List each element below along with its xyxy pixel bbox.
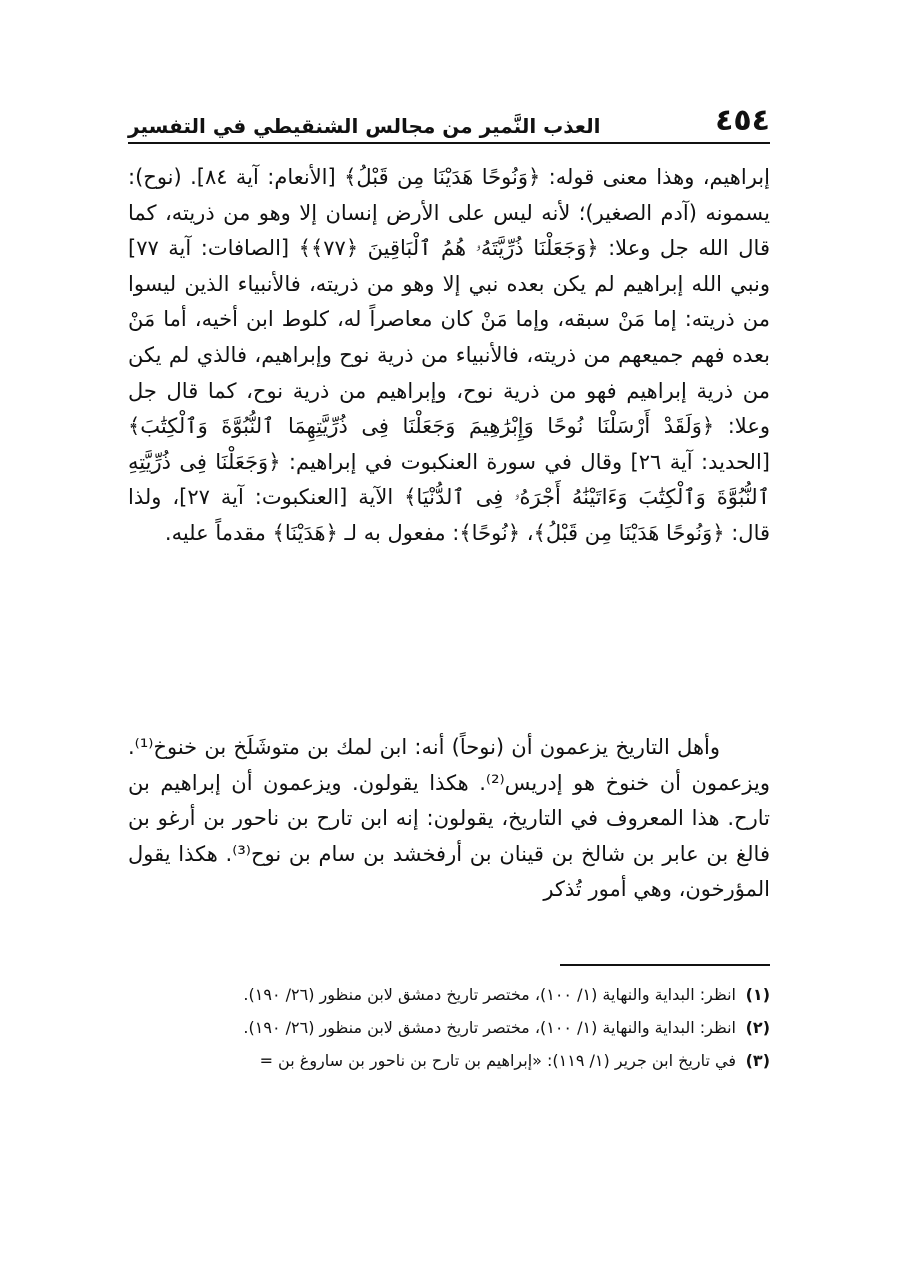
footnote-text: انظر: البداية والنهاية (١/ ١٠٠)، مختصر تاريخ دمشق لابن منظور (٢٦/ ١٩٠). [243,1018,736,1037]
footnote-separator [560,964,770,966]
footnote [128,980,770,1010]
footnote-marker: (٢) [745,1018,770,1037]
page-number: ٤٥٤ [715,103,770,138]
footnote-marker: (٣) [745,1051,770,1070]
footnote [128,1013,770,1043]
page-header [128,98,770,144]
running-title: العذب النَّمير من مجالس الشنقيطي في التفسير [128,114,601,138]
footnotes [128,980,770,1079]
footnote-text: في تاريخ ابن جرير (١/ ١١٩): «إبراهيم بن تارح بن ناحور بن ساروغ بن = [259,1051,736,1070]
body-paragraph: وأهل التاريخ يزعمون أن (نوحاً) أنه: ابن لمك بن متوشَلَخ بن خنوخ⁽¹⁾. ويزعمون أن خنوخ هو إدريس⁽²⁾. هكذا يقولون. ويزعمون أن إبراهيم بن تارح. هذا المعروف في التاريخ، يقولون: إنه ابن تارح بن ناحور بن أرغو بن فالغ بن عابر بن شالخ بن قينان بن أرفخشد بن سام بن نوح⁽³⁾. هكذا يقول المؤرخون، وهي أمور تُذكر [128,735,770,902]
body-paragraph: إبراهيم، وهذا معنى قوله: ﴿وَنُوحًا هَدَيْنَا مِن قَبْلُ﴾ [الأنعام: آية ٨٤]. (نوح): يسمونه (آدم الصغير)؛ لأنه ليس على الأرض إنسان إلا وهو من ذريته، كما قال الله جل وعلا: ﴿وَجَعَلْنَا ذُرِّيَّتَهُۥ هُمُ ٱلْبَاقِينَ ﴿٧٧﴾﴾ [الصافات: آية ٧٧] ونبي الله إبراهيم لم يكن بعده نبي إلا وهو من ذريته، فالأنبياء الذين ليسوا من ذريته: إما مَنْ سبقه، وإما مَنْ كان معاصراً له، كلوط ابن أخيه، أما مَنْ بعده فهم جميعهم من ذريته، فالأنبياء من ذرية نوح وإبراهيم، فالذي لم يكن من ذرية إبراهيم فهو من ذرية نوح، وإبراهيم من ذرية نوح، كما قال جل وعلا: ﴿وَلَقَدْ أَرْسَلْنَا نُوحًا وَإِبْرَٰهِيمَ وَجَعَلْنَا فِى ذُرِّيَّتِهِمَا ٱلنُّبُوَّةَ وَٱلْكِتَٰبَ﴾ [الحديد: آية ٢٦] وقال في سورة العنكبوت في إبراهيم: ﴿وَجَعَلْنَا فِى ذُرِّيَّتِهِ ٱلنُّبُوَّةَ وَٱلْكِتَٰبَ وَءَاتَيْنَٰهُ أَجْرَهُۥ فِى ٱلدُّنْيَا﴾ الآية [العنكبوت: آية ٢٧]، ولذا قال: ﴿وَنُوحًا هَدَيْنَا مِن قَبْلُ﴾، ﴿نُوحًا﴾: مفعول به لـ ﴿هَدَيْنَا﴾ مقدماً عليه. [128,165,771,545]
footnote-marker: (١) [745,985,770,1004]
footnote [128,1046,770,1076]
footnote-text: انظر: البداية والنهاية (١/ ١٠٠)، مختصر تاريخ دمشق لابن منظور (٢٦/ ١٩٠). [243,985,736,1004]
